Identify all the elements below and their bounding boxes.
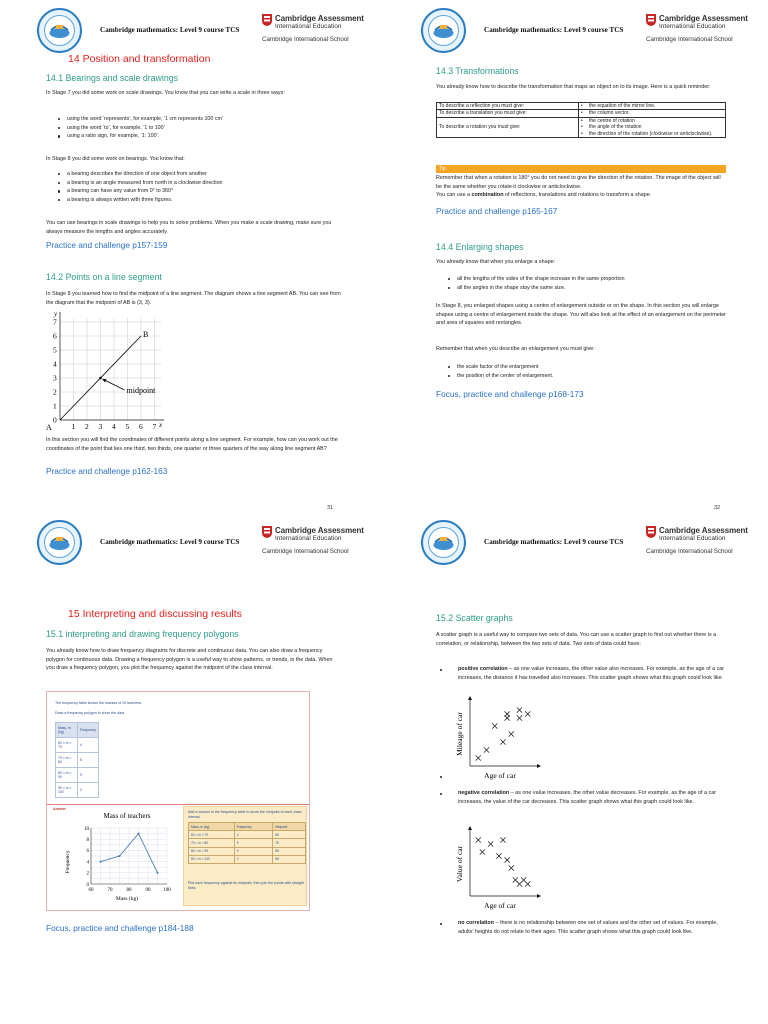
scatter-cross [505, 857, 510, 862]
table-row [189, 839, 306, 847]
table-row [189, 831, 306, 839]
bullet-list [444, 275, 728, 292]
table-cell: 95 [273, 855, 306, 863]
paragraph: A scatter graph is a useful way to compare two sets of data. You can use a scatter graph to find out whether there is a correlation, or relationship, between the two sets of data. Two sets of data could have: [436, 632, 717, 647]
answer-label: Answer [53, 807, 66, 811]
page-header [384, 512, 768, 568]
table-cell: • the column vector. [579, 110, 726, 117]
midpoint-table [188, 822, 306, 864]
table-row [189, 847, 306, 855]
scatter-cross [509, 731, 514, 736]
tip-banner: Tip [436, 165, 726, 173]
paragraph: Remember that when you describe an enlargement you must give: [436, 346, 595, 352]
text-run: You can use a [436, 192, 472, 198]
scatter-cross [492, 723, 497, 728]
frequency-polygon-chart [63, 810, 173, 904]
x-tick-label: 90 [145, 888, 151, 893]
section-title: 14.3 Transformations [436, 66, 519, 76]
correlation-text [458, 789, 730, 806]
x-axis-label: Age of car [484, 901, 516, 910]
scatter-cross [484, 747, 489, 752]
table-cell: • the equation of the mirror line. [579, 103, 726, 110]
page-32 [384, 0, 768, 512]
table-row [189, 823, 306, 831]
bold-text: combination [471, 192, 504, 198]
y-tick-label: 7 [53, 317, 57, 327]
cambridge-name: Cambridge Assessment [275, 14, 364, 23]
step-text: Add a column to the frequency table to show the midpoint of each class interval. [188, 810, 302, 819]
negative-scatter-graph [444, 824, 544, 914]
x-tick-label: 3 [98, 422, 103, 430]
x-tick-label: 6 [139, 422, 143, 430]
bullet-list [54, 170, 344, 204]
school-name: Cambridge International School [646, 36, 733, 43]
table-cell: 4 [234, 831, 273, 839]
page-34 [384, 512, 768, 1024]
x-tick-label: 70 [107, 888, 113, 893]
practice-link[interactable]: Practice and challenge p162-163 [46, 466, 168, 476]
course-title: Cambridge mathematics: Level 9 course TCS [484, 26, 624, 34]
x-tick-label: 5 [125, 422, 130, 430]
table-cell: 90 < m < 100 [56, 783, 78, 798]
paragraph: In Stage 7 you did some work on scale drawings. You know that you can write a scale in three ways: [46, 90, 285, 96]
paragraph: In Stage 8 you did some work on bearings. You know that: [46, 156, 185, 162]
example-question: Draw a frequency polygon to show the data. [55, 711, 126, 715]
y-tick-label: 4 [53, 359, 57, 369]
tip-text: Remember that when a rotation is 180° you do not need to give the direction of the rotation. The image of the object will be the same whether you rotate it clockwise or anticlockwise. [436, 175, 721, 190]
cambridge-crest-icon [646, 526, 656, 538]
table-header: Frequency [234, 823, 273, 831]
table-row [437, 110, 726, 117]
table-header: Midpoint [273, 823, 306, 831]
practice-link[interactable]: Practice and challenge p157-159 [46, 240, 168, 250]
paragraph: In Stage 8 you learned how to find the midpoint of a line segment. The diagram shows a line segment AB. You can see from the diagram that the midpoint of AB is (3, 3). [46, 291, 341, 306]
x-tick-label: 1 [71, 422, 76, 430]
x-tick-label: 60 [88, 888, 94, 893]
table-cell: To describe a rotation you must give: [437, 117, 579, 137]
x-tick-label: 7 [152, 422, 157, 430]
table-cell: 65 [273, 831, 306, 839]
school-logo-icon [37, 520, 82, 565]
bullet-list [444, 363, 728, 380]
list-item: all the lengths of the sides of the shape increase in the same proportion [444, 275, 728, 284]
x-axis-label: Age of car [484, 771, 516, 780]
y-tick-label: 2 [53, 387, 57, 397]
point-a-label: A [46, 423, 52, 430]
course-title: Cambridge mathematics: Level 9 course TCS [100, 26, 240, 34]
list-item: a bearing describes the direction of one object from another [54, 170, 344, 179]
cambridge-subtitle: International Education [659, 23, 726, 30]
data-point [157, 872, 159, 874]
y-arrow-icon [468, 826, 472, 830]
scatter-cross [517, 715, 522, 720]
positive-scatter-graph [444, 694, 544, 784]
list-item: using a ratio sign, for example, ‘1: 100’. [54, 132, 344, 141]
school-name: Cambridge International School [262, 36, 349, 43]
list-item: using the word ‘to’, for example, ‘1 to 100’ [54, 124, 344, 133]
y-tick-label: 0 [53, 415, 57, 425]
text-run: – there is no relationship between one set of values and the other set of values. For example, adults’ heights do not relate to their ages. This scatter graph shows what this graph could look like. [458, 920, 718, 935]
cambridge-subtitle: International Education [659, 535, 726, 542]
transformation-table [436, 102, 726, 138]
list-item: all the angles in the shape stay the same size. [444, 284, 728, 293]
school-name: Cambridge International School [262, 548, 349, 555]
cambridge-name: Cambridge Assessment [275, 526, 364, 535]
midpoint-graph [44, 308, 168, 430]
section-title: 15.2 Scatter graphs [436, 613, 513, 623]
paragraph: You already know that when you enlarge a shape: [436, 259, 556, 265]
y-tick-label: 1 [53, 401, 57, 411]
table-row [56, 723, 99, 738]
page-31 [0, 0, 384, 512]
table-row [56, 768, 99, 783]
bold-text: positive correlation [458, 666, 508, 672]
y-tick-label: 6 [86, 849, 89, 855]
y-tick-label: 2 [86, 871, 89, 877]
y-arrow-icon [468, 696, 472, 700]
scatter-cross [517, 707, 522, 712]
scatter-cross [525, 881, 530, 886]
table-row [56, 753, 99, 768]
y-axis-label: y [54, 310, 58, 318]
y-axis-label: Mileage of car [455, 712, 464, 756]
y-axis-label: Frequency [65, 850, 71, 874]
x-tick-label: 2 [85, 422, 89, 430]
cambridge-subtitle: International Education [275, 23, 342, 30]
table-cell: 60 < m < 70 [56, 738, 78, 753]
paragraph: You can use bearings in scale drawings to help you to solve problems. When you make a scale drawing, make sure you always measure the lengths and angles accurately. [46, 220, 332, 235]
bold-text: no correlation [458, 920, 494, 926]
cell-text: the column vector. [589, 110, 630, 117]
cambridge-name: Cambridge Assessment [659, 526, 748, 535]
cell-text: the equation of the mirror line. [589, 103, 656, 109]
scatter-cross [480, 849, 485, 854]
worked-example-box [46, 691, 310, 911]
chapter-title: 15 Interpreting and discussing results [68, 608, 242, 620]
page-number: 31 [327, 505, 334, 511]
table-cell: 2 [234, 855, 273, 863]
table-row [189, 855, 306, 863]
answer-divider [47, 804, 309, 805]
x-axis-label: x [159, 421, 163, 429]
scatter-cross [488, 841, 493, 846]
table-row [56, 783, 99, 798]
cambridge-subtitle: International Education [275, 535, 342, 542]
scatter-cross [525, 711, 530, 716]
bullet-icon [440, 776, 442, 778]
table-cell: 70 < m < 80 [189, 839, 235, 847]
y-tick-label: 5 [53, 345, 57, 355]
page-header [0, 0, 384, 56]
text-run: – as one value increases, the other value decreases. For example, as the age of a car increases, the value of the car decreases. This scatter graph shows what this graph could look like. [458, 790, 716, 805]
midpoint-label: midpoint [126, 386, 156, 395]
section-title: 14.1 Bearings and scale drawings [46, 73, 179, 83]
bold-text: negative correlation [458, 790, 510, 796]
list-item: the scale factor of the enlargement [444, 363, 728, 372]
cambridge-crest-icon [646, 14, 656, 26]
text-run: of reflections, translations and rotations to transform a shape. [503, 192, 652, 198]
correlation-text [458, 919, 730, 936]
frequency-table [55, 722, 99, 798]
cambridge-name: Cambridge Assessment [659, 14, 748, 23]
page-number: 32 [714, 505, 721, 511]
scatter-cross [500, 837, 505, 842]
table-cell: To describe a reflection you must give: [437, 103, 579, 110]
table-row [437, 103, 726, 110]
table-cell: 9 [234, 847, 273, 855]
text-run: – as one value increases, the other value also increases. For example, as the age of a car increases, the distance it has travelled also increases. This scatter graph shows what this graph could look like. [458, 666, 725, 681]
bullet-icon [440, 793, 442, 795]
practice-link[interactable]: Focus, practice and challenge p184-188 [46, 923, 194, 933]
y-tick-label: 6 [53, 331, 57, 341]
scatter-cross [500, 739, 505, 744]
paragraph: You already know how to draw frequency diagrams for discrete and continuous data. You can also draw a frequency polygon for continuous data. Drawing a frequency polygon is a useful way to show patterns, or trends, in the data. When you draw a frequency polygon, you plot the frequency against the midpoint of the class interval. [46, 648, 333, 672]
table-cell: 80 < m < 90 [189, 847, 235, 855]
tip-text [436, 191, 728, 200]
paragraph: In Stage 8, you enlarged shapes using a centre of enlargement outside or on the shape. In this section you will enlarge shapes using a centre of enlargement inside the shape. You will also look at the effect of an enlargement on the perimeter and area of squares and rectangles. [436, 303, 726, 327]
practice-link[interactable]: Practice and challenge p165-167 [436, 206, 558, 216]
table-cell: 5 [77, 753, 98, 768]
page-header [0, 512, 384, 568]
list-item: a bearing is always written with three figures. [54, 196, 344, 205]
y-tick-label: 8 [86, 838, 89, 843]
table-cell: 75 [273, 839, 306, 847]
step-text: Plot each frequency against its midpoint, then join the points with straight lines. [188, 881, 304, 890]
school-logo-icon [421, 520, 466, 565]
y-tick-label: 3 [53, 373, 57, 383]
scatter-cross [476, 837, 481, 842]
table-cell: 80 < m < 90 [56, 768, 78, 783]
paragraph: In this section you will find the coordinates of different points along a line segment. For example, how can you work out the coordinates of the point that lies one third, two thirds, one quarter or three quarters of the way along line segment AB? [46, 437, 338, 452]
midpoint-marker [99, 377, 102, 380]
x-arrow-icon [537, 894, 541, 898]
section-title: 14.4 Enlarging shapes [436, 242, 524, 252]
x-tick-label: 100 [163, 888, 171, 893]
bullet-list [54, 115, 344, 141]
cambridge-crest-icon [262, 526, 272, 538]
practice-link[interactable]: Focus, practice and challenge p168-173 [436, 389, 584, 399]
chart-title: Mass of teachers [103, 812, 151, 820]
table-row [56, 738, 99, 753]
y-tick-label: 0 [86, 882, 89, 888]
step-panel [183, 806, 307, 906]
table-cell: 85 [273, 847, 306, 855]
table-row [437, 117, 726, 137]
table-cell: To describe a translation you must give: [437, 110, 579, 117]
x-tick-label: 80 [126, 888, 132, 893]
section-title: 14.2 Points on a line segment [46, 272, 162, 282]
scatter-cross [476, 755, 481, 760]
list-item: a bearing is an angle measured from north in a clockwise direction [54, 179, 344, 188]
school-name: Cambridge International School [646, 548, 733, 555]
paragraph: You already know how to describe the transformation that maps an object on to its image. Here is a quick reminder: [436, 84, 711, 90]
y-tick-label: 10 [84, 826, 89, 832]
page-header [384, 0, 768, 56]
scatter-cross [505, 711, 510, 716]
table-header: Mass, m (kg) [56, 723, 78, 738]
scatter-cross [496, 853, 501, 858]
table-cell: 9 [77, 768, 98, 783]
data-point [119, 855, 121, 857]
x-axis-label: Mass (kg) [115, 896, 139, 902]
table-cell: 4 [77, 738, 98, 753]
table-header: Mass, m (kg) [189, 823, 235, 831]
scatter-cross [509, 865, 514, 870]
table-cell: 5 [234, 839, 273, 847]
course-title: Cambridge mathematics: Level 9 course TCS [484, 538, 624, 546]
table-cell: 60 < m < 70 [189, 831, 235, 839]
y-tick-label: 4 [86, 860, 89, 866]
cell-text: the centre of rotation [589, 117, 635, 124]
x-arrow-icon [537, 764, 541, 768]
school-logo-icon [421, 8, 466, 53]
cell-text: the direction of the rotation (clockwise or anticlockwise). [589, 130, 713, 137]
data-point [138, 833, 140, 835]
correlation-text [458, 665, 730, 682]
table-cell: 90 < m < 100 [189, 855, 235, 863]
section-title: 15.1 interpreting and drawing frequency polygons [46, 629, 239, 639]
list-item: a bearing can have any value from 0° to 360° [54, 187, 344, 196]
point-b-label: B [143, 330, 149, 339]
y-axis-label: Value of car [455, 845, 464, 883]
list-item: the position of the center of enlargement. [444, 372, 728, 381]
table-cell: 70 < m < 80 [56, 753, 78, 768]
cell-text: the angle of the rotation [589, 124, 642, 131]
chapter-title: 14 Position and transformation [68, 53, 211, 65]
bullet-icon [440, 923, 442, 925]
cambridge-crest-icon [262, 14, 272, 26]
data-point [100, 861, 102, 863]
list-item: using the word ‘represents’, for example, ‘1 cm represents 100 cm’ [54, 115, 344, 124]
example-question: The frequency table shows the masses of 20 teachers. [55, 701, 143, 705]
table-cell: • the centre of rotation • the angle of the rotation • the direction of the rotation (clockwise or anticlockwise). [579, 117, 726, 137]
table-cell: 2 [77, 783, 98, 798]
course-title: Cambridge mathematics: Level 9 course TCS [100, 538, 240, 546]
bullet-icon [440, 669, 442, 671]
table-header: Frequency [77, 723, 98, 738]
school-logo-icon [37, 8, 82, 53]
x-tick-label: 4 [112, 422, 116, 430]
